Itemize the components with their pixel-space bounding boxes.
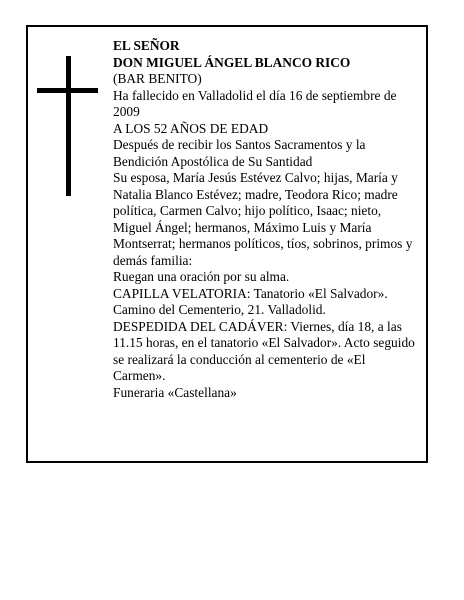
chapel-address-line: Camino del Cementerio, 21. Valladolid.	[113, 302, 326, 317]
notice-line: 2009	[113, 104, 140, 119]
farewell-line: DESPEDIDA DEL CADÁVER: Viernes, día 18, a las	[113, 318, 402, 334]
chapel-line: CAPILLA VELATORIA: Tanatorio «El Salvador».	[113, 285, 388, 301]
farewell-line: se realizará la conducción al cementerio de «El	[113, 351, 366, 367]
cross-vertical-bar	[66, 56, 71, 196]
notice-text	[113, 38, 425, 401]
cross-horizontal-bar	[37, 88, 98, 93]
deceased-nickname: (BAR BENITO)	[113, 71, 202, 86]
family-line: Natalia Blanco Estévez; madre, Teodora Rico; madre	[113, 186, 398, 202]
family-line: demás familia:	[113, 252, 193, 268]
notice-line: Ha fallecido en Valladolid el día 16 de septiembre de	[113, 87, 397, 103]
notice-line: Después de recibir los Santos Sacramentos y la	[113, 137, 366, 152]
family-line: Su esposa, María Jesús Estévez Calvo; hijas, María y	[113, 170, 398, 185]
deceased-name: DON MIGUEL ÁNGEL BLANCO RICO	[113, 54, 351, 70]
family-line: Montserrat; hermanos políticos, tíos, sobrinos, primos y	[113, 236, 413, 251]
family-line: política, Carmen Calvo; hijo político, Isaac; nieto,	[113, 203, 382, 218]
farewell-line: Carmen».	[113, 368, 166, 383]
family-line: Miguel Ángel; hermanos, Máximo Luis y María	[113, 219, 372, 235]
notice-line: Bendición Apostólica de Su Santidad	[113, 153, 313, 169]
farewell-line: 11.15 horas, en el tanatorio «El Salvador». Acto seguido	[113, 335, 415, 350]
prayer-line: Ruegan una oración por su alma.	[113, 269, 290, 284]
notice-heading: EL SEÑOR	[113, 38, 180, 53]
age-line: A LOS 52 AÑOS DE EDAD	[113, 120, 269, 136]
funeral-home-line: Funeraria «Castellana»	[113, 384, 237, 400]
